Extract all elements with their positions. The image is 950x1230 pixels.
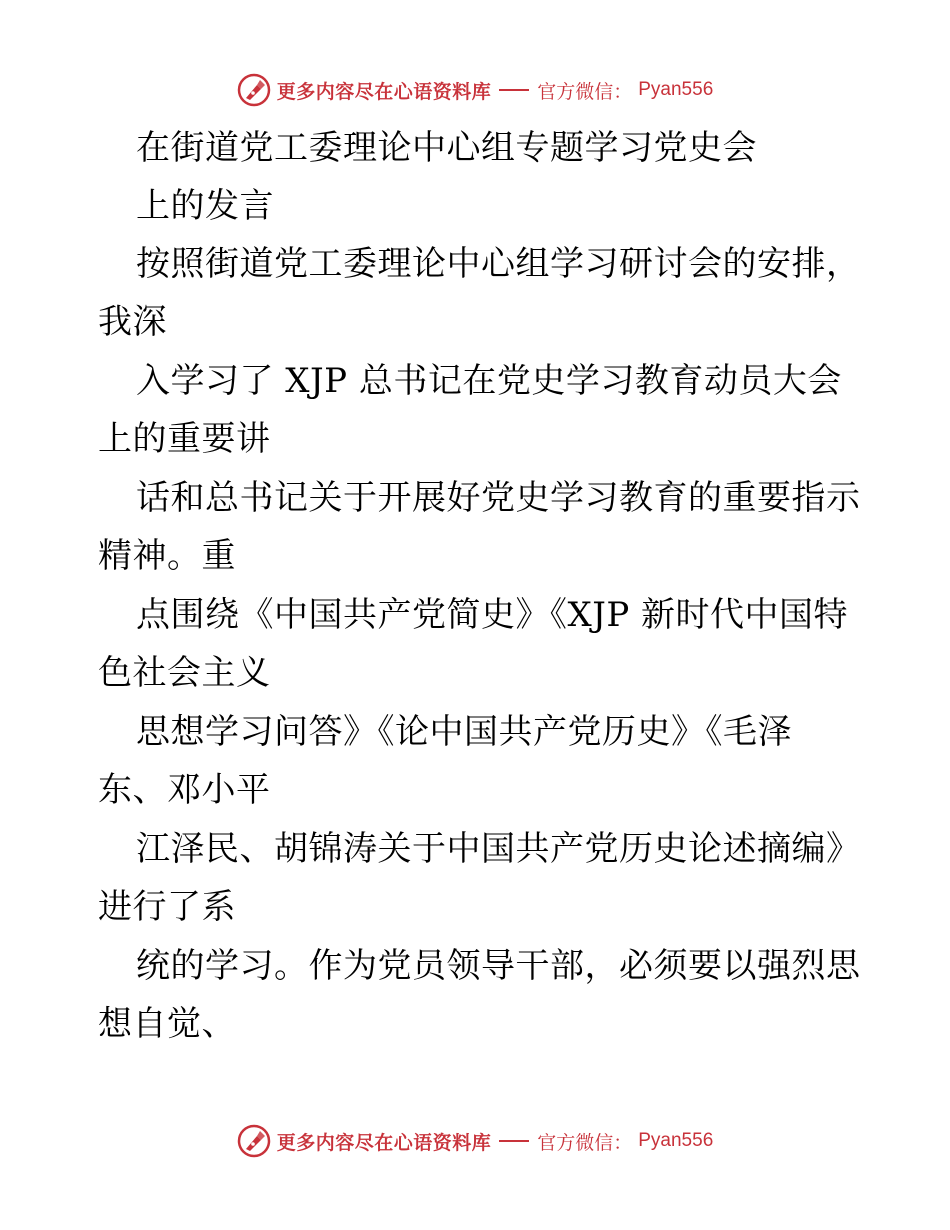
footer-wechat-label: 官方微信： (537, 1131, 633, 1154)
footer-dash-divider (499, 1140, 529, 1142)
paragraph-line: 东、邓小平 (98, 770, 271, 810)
footer-brand-text: 更多内容尽在心语资料库 (276, 1131, 492, 1154)
paragraph-line: 上的重要讲 (98, 419, 271, 459)
paragraph-line: 话和总书记关于开展好党史学习教育的重要指示 (136, 478, 861, 518)
pen-nib-logo-icon (237, 1124, 271, 1158)
paragraph-line: 点围绕《中国共产党简史》《XJP 新时代中国特 (136, 595, 849, 635)
paragraph-line: 统的学习。作为党员领导干部，必须要以强烈思 (136, 946, 861, 986)
paragraph-line: 精神。重 (98, 536, 236, 576)
header-banner (0, 70, 950, 110)
document-title-line-2: 上的发言 (136, 186, 274, 226)
document-title-line-1: 在街道党工委理论中心组专题学习党史会 (136, 128, 757, 168)
paragraph-line: 入学习了 XJP 总书记在党史学习教育动员大会 (136, 361, 842, 401)
header-wechat-id: Pyan556 (638, 79, 714, 100)
paragraph-line: 思想学习问答》《论中国共产党历史》《毛泽 (136, 712, 792, 752)
header-brand-text: 更多内容尽在心语资料库 (276, 80, 492, 103)
footer-banner (0, 1121, 950, 1161)
pen-nib-logo-icon (237, 73, 271, 107)
header-dash-divider (499, 89, 529, 91)
paragraph-line: 按照街道党工委理论中心组学习研讨会的安排， (136, 244, 861, 284)
paragraph-line: 我深 (98, 302, 167, 342)
paragraph-line: 色社会主义 (98, 653, 271, 693)
header-wechat-label: 官方微信： (537, 80, 633, 103)
paragraph-line: 进行了系 (98, 887, 236, 927)
paragraph-line: 江泽民、胡锦涛关于中国共产党历史论述摘编》 (136, 829, 861, 869)
paragraph-line: 想自觉、 (98, 1004, 236, 1044)
footer-wechat-id: Pyan556 (638, 1130, 714, 1151)
